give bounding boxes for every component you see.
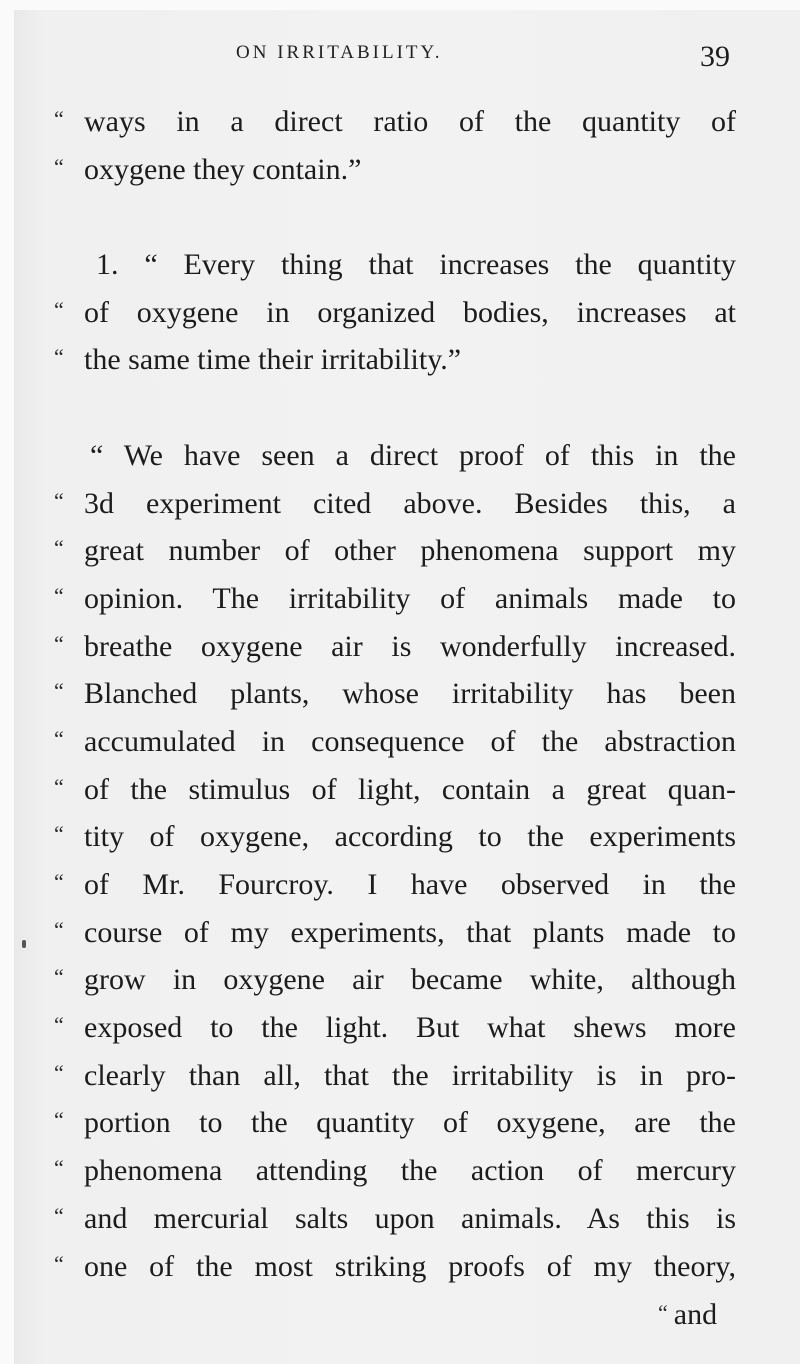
- page-number: 39: [700, 40, 730, 73]
- text-line: [54, 336, 744, 384]
- paragraph-gap: [54, 193, 744, 241]
- text-line: [54, 575, 744, 623]
- quote-mark: “: [54, 1202, 64, 1228]
- text-line: [54, 1004, 744, 1052]
- quote-mark: “: [54, 487, 64, 513]
- quote-mark: “: [54, 1012, 64, 1038]
- catchword: [658, 1298, 717, 1332]
- text-line: [54, 1052, 744, 1100]
- paragraph-gap: [54, 384, 744, 432]
- text-line: [54, 1099, 744, 1147]
- quote-mark: “: [54, 725, 64, 751]
- line-text: course of my experiments, that plants made to: [84, 915, 736, 949]
- ink-speck: [22, 940, 26, 948]
- text-line: [54, 480, 744, 528]
- text-line: [54, 241, 744, 289]
- text-line: [54, 432, 744, 480]
- text-line: [54, 1147, 744, 1195]
- line-text: breathe oxygene air is wonderfully increased.: [84, 629, 736, 663]
- quote-mark: “: [54, 1250, 64, 1276]
- text-line: [54, 98, 744, 146]
- line-text: “ We have seen a direct proof of this in the: [90, 438, 736, 472]
- quote-mark: “: [54, 1059, 64, 1085]
- quote-mark: “: [54, 582, 64, 608]
- line-text: grow in oxygene air became white, although: [84, 963, 736, 997]
- line-text: clearly than all, that the irritability is in pro-: [84, 1058, 736, 1092]
- line-text: of Mr. Fourcroy. I have observed in the: [84, 868, 736, 901]
- quote-mark: “: [54, 916, 64, 942]
- text-line: [54, 861, 744, 909]
- line-text: ways in a direct ratio of the quantity of: [84, 105, 736, 138]
- quote-mark: “: [54, 773, 64, 799]
- quote-mark: “: [54, 1107, 64, 1133]
- text-line: [54, 670, 744, 718]
- text-line: [54, 527, 744, 575]
- quote-mark: “: [54, 153, 64, 179]
- text-line: [54, 813, 744, 861]
- text-line: [54, 766, 744, 814]
- text-line: [54, 718, 744, 766]
- line-text: opinion. The irritability of animals made to: [84, 581, 736, 615]
- text-line: [54, 146, 744, 194]
- quote-mark: “: [658, 1300, 668, 1325]
- quote-mark: “: [54, 678, 64, 704]
- text-line: [54, 1243, 744, 1291]
- quote-mark: “: [54, 535, 64, 561]
- line-text: one of the most striking proofs of my theory,: [84, 1249, 736, 1283]
- line-text: and mercurial salts upon animals. As this is: [84, 1201, 736, 1235]
- quote-mark: “: [54, 1155, 64, 1181]
- line-text: accumulated in consequence of the abstraction: [84, 724, 736, 758]
- line-text: portion to the quantity of oxygene, are the: [84, 1106, 736, 1140]
- line-text: oxygene they contain.”: [84, 152, 362, 186]
- quote-mark: “: [54, 106, 64, 131]
- line-text: 3d experiment cited above. Besides this, a: [84, 486, 736, 520]
- line-text: exposed to the light. But what shews more: [84, 1011, 736, 1045]
- text-line: [54, 1195, 744, 1243]
- page-margin-left: [0, 0, 14, 1364]
- quote-mark: “: [54, 964, 64, 990]
- quote-mark: “: [54, 296, 64, 322]
- quote-mark: “: [54, 344, 64, 370]
- catchword-text: and: [673, 1298, 718, 1331]
- quote-mark: “: [54, 869, 64, 894]
- line-text: tity of oxygene, according to the experiments: [84, 820, 736, 854]
- body-text: [54, 98, 744, 1290]
- text-line: [54, 909, 744, 957]
- page-margin-top: [0, 0, 800, 10]
- running-head: ON IRRITABILITY.: [236, 42, 443, 63]
- quote-mark: “: [54, 630, 64, 656]
- quote-mark: “: [54, 821, 64, 847]
- line-text: phenomena attending the action of mercury: [84, 1154, 736, 1188]
- line-text: great number of other phenomena support my: [84, 534, 736, 568]
- line-text: the same time their irritability.”: [84, 343, 462, 377]
- text-line: [54, 956, 744, 1004]
- line-text: 1. “ Every thing that increases the quantity: [96, 248, 736, 282]
- text-line: [54, 289, 744, 337]
- text-line: [54, 623, 744, 671]
- line-text: of oxygene in organized bodies, increases at: [84, 295, 736, 329]
- line-text: of the stimulus of light, contain a great quan-: [84, 772, 736, 806]
- line-text: Blanched plants, whose irritability has been: [84, 677, 736, 711]
